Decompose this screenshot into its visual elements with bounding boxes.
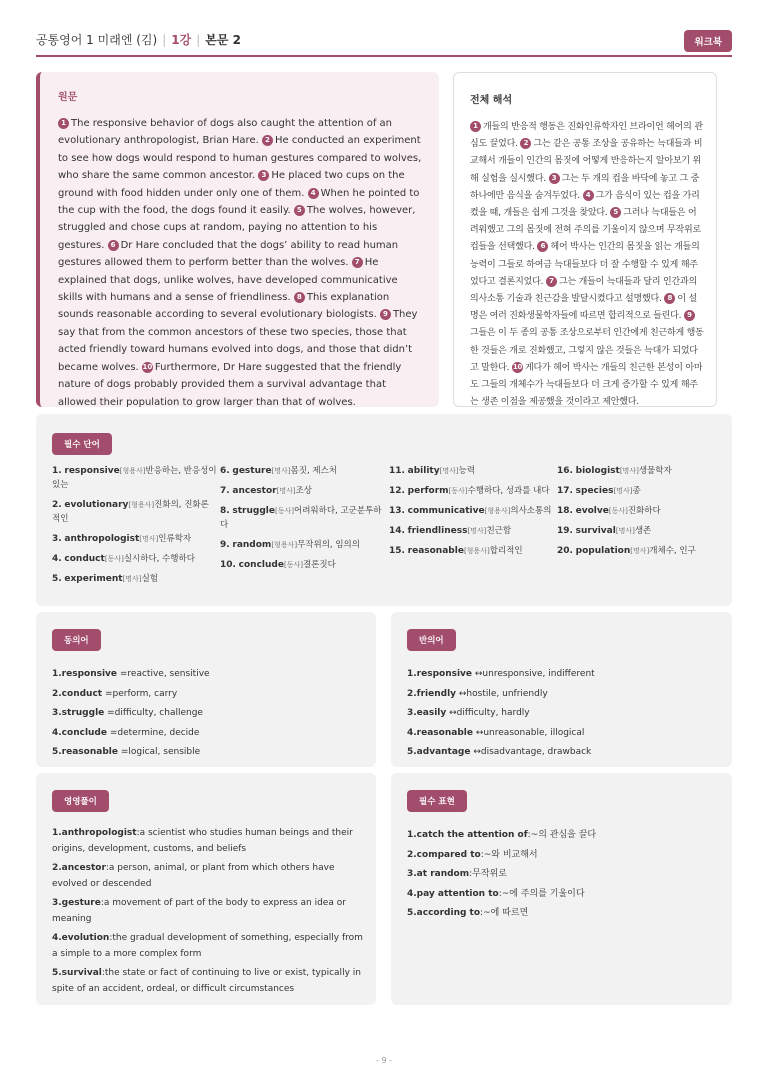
vocab-column — [389, 464, 554, 564]
vocab-number: 13. — [389, 506, 405, 516]
list-item — [407, 665, 732, 685]
sentence-number-badge: 3 — [258, 170, 269, 181]
vocab-pos: [명사] — [122, 575, 142, 583]
term-detail: :the gradual development of something, especially from a simple to a more complex form — [52, 933, 363, 959]
sentence-number-badge: 1 — [58, 118, 69, 129]
vocab-number: 9. — [220, 540, 230, 550]
vocab-meaning: 생물학자 — [638, 466, 672, 476]
vocab-number: 6. — [220, 466, 230, 476]
vocab-number: 19. — [557, 526, 573, 536]
vocab-pos: [명사] — [619, 467, 639, 475]
list-item — [52, 896, 364, 927]
term: 3.struggle — [52, 708, 105, 718]
sentence: 그들은 이 두 종의 공통 조상으로부터 인간에게 친근하게 행동한 것들은 개로 진화했고, 그렇지 않은 것들은 늑대가 되었다고 말한다. — [470, 328, 704, 373]
vocab-item — [557, 504, 722, 518]
vocab-pos: [형용사] — [463, 547, 490, 555]
vocab-meaning: 수행하다, 성과를 내다 — [467, 486, 550, 496]
original-text — [58, 115, 423, 411]
term-detail: :~에 따르면 — [480, 908, 529, 918]
translation-panel — [453, 72, 717, 407]
vocab-meaning: 조상 — [295, 486, 313, 496]
term: 2.compared to — [407, 849, 481, 860]
vocab-number: 16. — [557, 466, 573, 476]
term-detail: ↔disadvantage, drawback — [470, 747, 592, 757]
term: 2.ancestor — [52, 863, 106, 873]
antonyms-box — [391, 612, 732, 767]
part-label: 본문 2 — [205, 33, 241, 47]
sentence: 개들의 반응적 행동은 진화인류학자인 브라이언 헤어의 관심도 끌었다. — [470, 122, 703, 150]
vocab-pos: [동사] — [104, 555, 124, 563]
term-detail: :무작위로 — [469, 869, 507, 879]
vocab-word: conclude — [238, 560, 284, 570]
vocab-word: ancestor — [232, 486, 277, 496]
vocab-meaning: 생존 — [634, 526, 652, 536]
term: 3.easily — [407, 708, 447, 718]
expressions-box — [391, 773, 732, 1005]
list-item — [407, 685, 732, 705]
term: 1.responsive — [52, 669, 118, 679]
list-item — [52, 743, 376, 763]
vocab-number: 18. — [557, 506, 573, 516]
term-detail: =perform, carry — [102, 688, 178, 699]
vocab-item — [389, 504, 554, 518]
sentence: 그는 두 개의 컵을 바닥에 놓고 그 중 하나에만 음식을 숨겨두었다. — [470, 173, 700, 201]
vocab-number: 8. — [220, 506, 230, 516]
vocab-word: evolutionary — [64, 500, 129, 510]
sentence-number-badge: 2 — [262, 135, 273, 146]
expressions-list — [407, 826, 732, 924]
term-detail: :the state or fact of continuing to live or exist, typically in spite of an accident, ordeal, or difficult circumstances — [52, 968, 361, 994]
term-detail: :a scientist who studies human beings and their origins, development, customs, and beliefs — [52, 828, 353, 854]
vocab-meaning: 진화하다 — [627, 506, 661, 516]
vocab-word: evolve — [575, 506, 609, 516]
vocab-meaning: 능력 — [458, 466, 476, 476]
sentence-number-badge: 6 — [108, 240, 119, 251]
vocab-meaning: 의사소통의 — [510, 506, 552, 516]
vocab-pos: [동사] — [283, 561, 303, 569]
vocab-pos: [동사] — [608, 507, 628, 515]
vocab-word: struggle — [232, 506, 275, 516]
sentence: When he pointed to the cup with the food, the dogs found it easily. — [58, 187, 420, 217]
vocab-number: 12. — [389, 486, 405, 496]
vocab-number: 20. — [557, 546, 573, 556]
list-item — [52, 704, 376, 724]
sentence: He conducted an experiment to see how dogs would respond to human gestures compared to wolves, who share the same common ancestor. — [58, 135, 422, 182]
vocab-item — [557, 524, 722, 538]
definitions-box — [36, 773, 376, 1005]
vocab-number: 14. — [389, 526, 405, 536]
list-item — [52, 966, 364, 997]
vocab-meaning: 결론짓다 — [302, 560, 336, 570]
sentence-number-badge: 4 — [583, 190, 594, 201]
vocab-pos: [명사] — [139, 535, 159, 543]
sentence: He explained that dogs, unlike wolves, have developed communicative skills with humans and a sense of friendliness. — [58, 257, 398, 304]
term: 5.according to — [407, 908, 481, 918]
vocab-number: 11. — [389, 466, 405, 476]
definitions-title: 영영풀이 — [52, 790, 109, 812]
term: 4.evolution — [52, 933, 110, 943]
expressions-title: 필수 표현 — [407, 790, 467, 812]
term: 3.gesture — [52, 898, 101, 908]
vocab-meaning: 반응하는, 반응성이 있는 — [52, 466, 217, 490]
antonyms-title: 반의어 — [407, 629, 456, 651]
vocab-word: gesture — [232, 466, 272, 476]
vocab-item — [52, 532, 217, 546]
list-item — [52, 665, 376, 685]
vocab-item — [52, 464, 217, 492]
term: 5.reasonable — [52, 747, 118, 757]
sentence-number-badge: 9 — [380, 309, 391, 320]
term: 1.catch the attention of — [407, 830, 528, 840]
vocab-number: 15. — [389, 546, 405, 556]
sentence-number-badge: 8 — [294, 292, 305, 303]
vocab-pos: [명사] — [276, 487, 296, 495]
sentence: 게다가 헤어 박사는 개들의 친근한 본성이 아마도 그들의 개체수가 늑대들보다 더 크게 증가할 수 있게 해주는 생존 이점을 제공했을 것이라고 제안했다. — [470, 362, 703, 408]
vocab-column — [220, 464, 385, 578]
vocab-pos: [명사] — [271, 467, 291, 475]
vocab-number: 4. — [52, 554, 62, 564]
synonyms-title: 동의어 — [52, 629, 101, 651]
vocab-item — [220, 464, 385, 478]
vocab-number: 3. — [52, 534, 62, 544]
sentence-number-badge: 10 — [512, 362, 523, 371]
vocab-item — [557, 464, 722, 478]
sentence: 그는 같은 공통 조상을 공유하는 늑대들과 비교해서 개들이 인간의 몸짓에 어떻게 반응하는지 알아보기 위해 실험을 실시했다. — [470, 139, 703, 184]
vocab-column — [52, 464, 217, 592]
sentence-number-badge: 7 — [546, 276, 557, 287]
term-detail: ↔unresponsive, indifferent — [472, 669, 595, 679]
vocab-meaning: 친근함 — [486, 526, 512, 536]
term: 1.anthropologist — [52, 828, 137, 838]
term: 3.at random — [407, 869, 470, 879]
list-item — [407, 885, 732, 905]
breadcrumb: 공통영어 1 미래엔 (김) | 1강 | 본문 2 — [36, 33, 241, 47]
vocab-item — [557, 484, 722, 498]
vocab-item — [220, 504, 385, 532]
vocab-item — [52, 552, 217, 566]
list-item — [407, 743, 732, 763]
page-number: - 9 - — [376, 1056, 392, 1065]
original-title: 원문 — [58, 92, 78, 103]
vocab-word: anthropologist — [64, 534, 140, 544]
lesson-label: 1강 — [171, 33, 192, 47]
vocab-pos: [형용사] — [128, 501, 155, 509]
list-item — [407, 865, 732, 885]
term-detail: =determine, decide — [106, 727, 200, 738]
vocab-number: 2. — [52, 500, 62, 510]
vocab-pos: [동사] — [274, 507, 294, 515]
vocab-number: 1. — [52, 466, 62, 476]
antonyms-list — [407, 665, 732, 763]
sentence: They say that from the common ancestors of these two species, those that acted friendly toward humans evolved into dogs, and those that didn’t became wolves. — [58, 309, 418, 373]
term-detail: ↔difficulty, hardly — [446, 708, 530, 718]
workbook-badge: 워크북 — [684, 30, 732, 52]
vocab-word: species — [575, 486, 614, 496]
vocab-item — [389, 524, 554, 538]
term-detail: :a movement of part of the body to express an idea or meaning — [52, 898, 346, 924]
vocab-pos: [형용사] — [271, 541, 298, 549]
term-detail: ↔hostile, unfriendly — [456, 688, 548, 699]
sentence: 헤어 박사는 인간의 몸짓을 읽는 개들의 능력이 그들로 하여금 늑대들보다 더 잘 수행할 수 있게 해주었다고 결론지었다. — [470, 242, 700, 287]
vocab-word: random — [232, 540, 272, 550]
list-item — [407, 724, 732, 744]
vocab-word: population — [575, 546, 631, 556]
sentence-number-badge: 10 — [142, 362, 153, 371]
vocab-word: ability — [407, 466, 440, 476]
vocab-word: biologist — [575, 466, 620, 476]
vocab-word: friendliness — [407, 526, 468, 536]
vocab-number: 10. — [220, 560, 236, 570]
vocab-item — [389, 484, 554, 498]
vocab-word: responsive — [64, 466, 120, 476]
term-detail: =difficulty, challenge — [104, 708, 203, 718]
sentence: This explanation sounds reasonable according to several evolutionary biologists. — [58, 292, 390, 321]
vocab-item — [557, 544, 722, 558]
list-item — [52, 724, 376, 744]
list-item — [407, 704, 732, 724]
vocab-pos: [동사] — [448, 487, 468, 495]
sentence: The wolves, however, struggled and chose cups at random, paying no attention to his gestures. — [58, 205, 416, 251]
translation-text — [470, 119, 704, 411]
vocab-meaning: 진화의, 진화론적인 — [52, 500, 209, 524]
vocab-title: 필수 단어 — [52, 433, 112, 455]
book-title: 공통영어 1 미래엔 (김) — [36, 33, 158, 47]
list-item — [52, 931, 364, 962]
sentence: Dr Hare concluded that the dogs’ ability to read human gestures allowed them to perform better than the wolves. — [58, 239, 399, 269]
sentence-number-badge: 1 — [470, 121, 481, 132]
sentence: 그가 음식이 있는 컵을 가리켰을 때, 개들은 쉽게 그것을 찾았다. — [470, 190, 700, 219]
term: 4.reasonable — [407, 727, 473, 738]
vocab-pos: [명사] — [630, 547, 650, 555]
sentence: 그러나 늑대들은 어려워했고 그의 몸짓에 전혀 주의를 기울이지 않으며 무작위로 컵들을 선택했다. — [470, 208, 701, 253]
sentence: Furthermore, Dr Hare suggested that the friendly nature of dogs probably provided them a survival advantage that allowed their population to grow larger than that of wolves. — [58, 361, 402, 408]
term-detail: :a person, animal, or plant from which others have evolved or descended — [52, 863, 335, 889]
term: 5.survival — [52, 968, 102, 978]
sentence: 그는 개들이 늑대들과 달리 인간과의 의사소통 기술과 친근감을 발달시켰다고 설명했다. — [470, 276, 698, 305]
translation-title: 전체 해석 — [470, 95, 513, 106]
term-detail: =reactive, sensitive — [117, 669, 210, 679]
vocab-item — [389, 464, 554, 478]
term-detail: :~에 주의를 기울이다 — [498, 888, 585, 899]
sentence-number-badge: 7 — [352, 257, 363, 268]
sentence-number-badge: 2 — [520, 138, 531, 149]
sentence-number-badge: 3 — [549, 173, 560, 184]
term: 1.responsive — [407, 669, 473, 679]
list-item — [52, 685, 376, 705]
vocab-item — [220, 538, 385, 552]
vocab-meaning: 인류학자 — [158, 534, 192, 544]
vocab-pos: [형용사] — [484, 507, 511, 515]
vocab-pos: [명사] — [467, 527, 487, 535]
vocab-item — [389, 544, 554, 558]
vocab-word: communicative — [407, 506, 485, 516]
vocab-item — [52, 498, 217, 526]
term: 2.friendly — [407, 688, 457, 699]
vocab-pos: [명사] — [439, 467, 459, 475]
list-item — [407, 826, 732, 846]
sentence: 이 설명은 여러 진화생물학자들에 따르면 합리적으로 들린다. — [470, 294, 698, 322]
vocab-word: conduct — [64, 554, 105, 564]
vocab-meaning: 몸짓, 제스처 — [290, 466, 338, 476]
sentence-number-badge: 5 — [610, 207, 621, 218]
synonyms-list — [52, 665, 376, 763]
list-item — [52, 826, 364, 857]
sentence-number-badge: 4 — [308, 188, 319, 199]
list-item — [407, 846, 732, 866]
vocab-item — [52, 572, 217, 586]
vocab-pos: [형용사] — [119, 467, 146, 475]
sentence-number-badge: 8 — [664, 293, 675, 304]
sentence: He placed two cups on the ground with food hidden under only one of them. — [58, 170, 405, 199]
sentence-number-badge: 5 — [294, 205, 305, 216]
vocab-number: 7. — [220, 486, 230, 496]
vocab-meaning: 실시하다, 수행하다 — [123, 554, 195, 564]
list-item — [52, 861, 364, 892]
vocab-meaning: 합리적인 — [489, 546, 523, 556]
list-item — [407, 904, 732, 924]
term-detail: =logical, sensible — [117, 747, 201, 757]
header-divider — [36, 55, 732, 57]
vocab-item — [220, 484, 385, 498]
term: 2.conduct — [52, 688, 103, 699]
sentence: The responsive behavior of dogs also caught the attention of an evolutionary anthropologist, Brian Hare. — [58, 118, 392, 147]
vocab-pos: [명사] — [613, 487, 633, 495]
vocab-meaning: 개체수, 인구 — [649, 546, 696, 556]
vocab-word: experiment — [64, 574, 123, 584]
vocab-item — [220, 558, 385, 572]
sentence-number-badge: 6 — [537, 241, 548, 252]
term: 4.pay attention to — [407, 888, 499, 899]
term-detail: :~의 관심을 끌다 — [527, 830, 597, 840]
term-detail: ↔unreasonable, illogical — [472, 727, 585, 738]
vocab-number: 5. — [52, 574, 62, 584]
original-text-panel — [36, 72, 439, 407]
vocab-word: perform — [407, 486, 449, 496]
vocab-word: reasonable — [407, 546, 464, 556]
vocab-column — [557, 464, 722, 564]
vocab-pos: [명사] — [615, 527, 635, 535]
page-header — [36, 32, 732, 56]
term: 4.conclude — [52, 727, 107, 738]
vocab-meaning: 어려워하다, 고군분투하다 — [220, 506, 382, 530]
vocab-meaning: 무작위의, 임의의 — [297, 540, 360, 550]
term-detail: :~와 비교해서 — [480, 849, 538, 860]
vocab-number: 17. — [557, 486, 573, 496]
term: 5.advantage — [407, 747, 471, 757]
vocab-word: survival — [575, 526, 616, 536]
sentence-number-badge: 9 — [684, 310, 695, 321]
vocab-box — [36, 414, 732, 606]
synonyms-box — [36, 612, 376, 767]
definitions-list — [52, 826, 364, 997]
vocab-meaning: 종 — [632, 486, 641, 496]
vocab-meaning: 실험 — [141, 574, 158, 584]
